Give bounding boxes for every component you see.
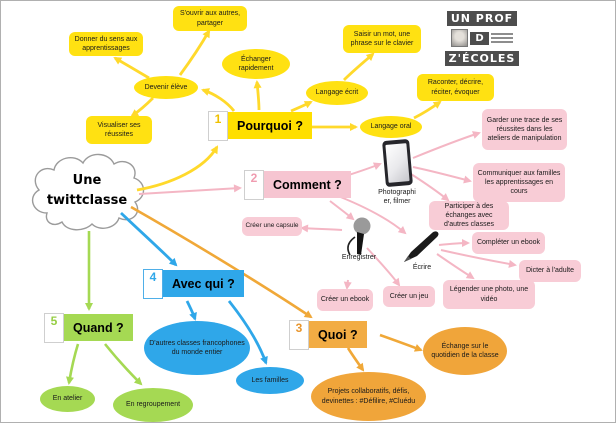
node-en-atelier: En atelier [40, 386, 95, 412]
node-echange-quotidien: Échange sur le quotidien de la classe [423, 327, 507, 375]
node-completer-ebook: Compléter un ebook [472, 232, 545, 254]
topic-comment [244, 170, 351, 200]
logo-row-top [442, 9, 522, 27]
tablet-screen [385, 143, 409, 183]
logo-letter-d: D [470, 32, 488, 45]
node-garder-trace: Garder une trace de ses réussites dans les ateliers de manipulation [482, 109, 567, 150]
node-legender-photo: Légender une photo, une vidéo [443, 280, 535, 309]
logo-profile-photo [451, 29, 468, 47]
mindmap-links-layer [1, 1, 615, 422]
pen-icon [402, 228, 442, 264]
topic-pourquoi-number: 1 [208, 111, 228, 141]
node-en-regroupement: En regroupement [113, 388, 193, 422]
node-souvrir: S'ouvrir aux autres, partager [173, 6, 247, 31]
node-creer-capsule: Créer une capsule [242, 217, 302, 236]
node-saisir-mot: Saisir un mot, une phrase sur le clavier [343, 25, 421, 53]
node-autres-classes: D'autres classes francophones du monde entier [144, 321, 250, 375]
topic-quand [44, 313, 133, 343]
topic-pourquoi-label: Pourquoi ? [228, 112, 312, 139]
topic-avec-qui-number: 4 [143, 269, 163, 299]
label-enregistrer: Enregistrer [341, 254, 377, 261]
logo-decorative-lines [491, 31, 513, 45]
node-creer-jeu: Créer un jeu [383, 286, 435, 307]
topic-quoi-label: Quoi ? [309, 321, 367, 348]
node-echanger-rapidement: Échanger rapidement [222, 49, 290, 79]
root-topic-label: Une twittclasse [46, 173, 128, 208]
node-participer-echanges: Participer à des échanges avec d'autres classes [429, 201, 509, 230]
node-langage-ecrit: Langage écrit [306, 81, 368, 105]
node-communiquer-familles: Communiquer aux familles les apprentissages en cours [473, 163, 565, 202]
topic-quand-number: 5 [44, 313, 64, 343]
logo-text-top: UN PROF [447, 11, 517, 26]
topic-avec-qui [143, 269, 244, 299]
tablet-icon [382, 139, 413, 187]
topic-quoi [289, 320, 367, 350]
node-creer-ebook: Créer un ebook [317, 289, 373, 311]
topic-quoi-number: 3 [289, 320, 309, 350]
topic-pourquoi [208, 111, 312, 141]
node-dicter-adulte: Dicter à l'adulte [519, 260, 581, 282]
logo-row-bottom [442, 49, 522, 67]
node-donner-sens: Donner du sens aux apprentissages [69, 32, 143, 56]
node-projets-collaboratifs: Projets collaboratifs, défis, devinettes : #Défilire, #Cluédu [311, 372, 426, 421]
topic-comment-label: Comment ? [264, 171, 351, 198]
label-ecrire: Écrire [412, 264, 432, 271]
topic-quand-label: Quand ? [64, 314, 133, 341]
node-devenir-eleve: Devenir élève [134, 76, 198, 99]
node-raconter-decrire: Raconter, décrire, réciter, évoquer [417, 74, 494, 101]
logo-row-middle [442, 29, 522, 47]
topic-avec-qui-label: Avec qui ? [163, 270, 244, 297]
node-les-familles: Les familles [236, 367, 304, 394]
microphone-icon [341, 217, 375, 257]
topic-comment-number: 2 [244, 170, 264, 200]
node-langage-oral: Langage oral [360, 116, 422, 138]
logo-text-bottom: Z'ÉCOLES [445, 51, 520, 66]
logo-un-prof-d-zecoles [442, 9, 522, 67]
node-visualiser-reussites: Visualiser ses réussites [86, 116, 152, 144]
label-photographier-filmer: Photographier, filmer [378, 189, 416, 206]
